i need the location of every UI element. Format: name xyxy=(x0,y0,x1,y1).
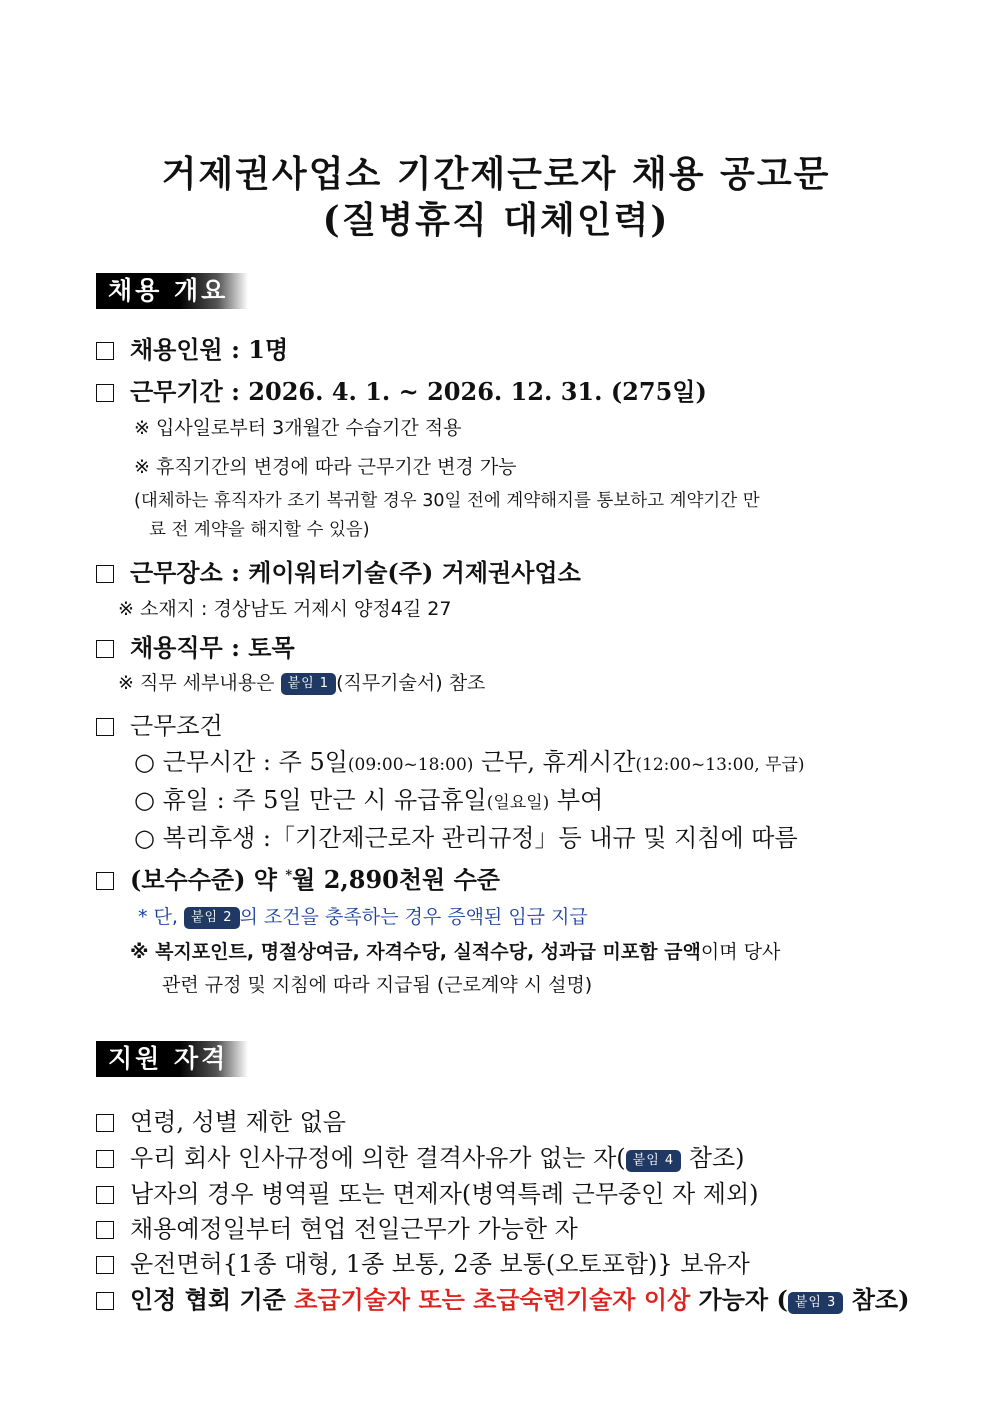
pay-note-2-bold: ※ 복지포인트, 명절상여금, 자격수당, 실적수당, 성과급 미포함 금액 xyxy=(130,941,701,963)
location-text: 근무장소 : 케이워터기술(주) 거제권사업소 xyxy=(130,558,581,587)
checkbox-icon xyxy=(96,640,114,658)
condition-holiday xyxy=(134,780,603,815)
qualification-item xyxy=(96,1174,759,1209)
qualification-item xyxy=(96,1138,745,1173)
headcount-row xyxy=(96,330,288,365)
pay-note-1 xyxy=(138,902,588,929)
checkbox-icon xyxy=(96,718,114,736)
condition-holiday-c: 부여 xyxy=(549,786,604,814)
checkbox-icon xyxy=(96,1256,114,1274)
period-note-1: ※ 입사일로부터 3개월간 수습기간 적용 xyxy=(134,417,462,439)
qualification-item xyxy=(96,1280,909,1315)
qualification-text: 채용예정일부터 현업 전일근무가 가능한 자 xyxy=(130,1215,578,1243)
attachment-badge-2: 붙임 2 xyxy=(184,907,240,929)
checkbox-icon xyxy=(96,565,114,583)
condition-work-hours-c: 근무, 휴게시간 xyxy=(473,748,636,776)
qualification-text: 인정 협회 기준 xyxy=(130,1285,295,1314)
pay-note-2 xyxy=(130,937,780,964)
period-note-2: ※ 휴직기간의 변경에 따라 근무기간 변경 가능 xyxy=(134,456,517,478)
condition-work-hours-a: ○ 근무시간 : 주 5일 xyxy=(134,748,348,776)
period-note-3a: (대체하는 휴직자가 조기 복귀할 경우 30일 전에 계약해지를 통보하고 계약기간 만 xyxy=(134,491,760,511)
period-text: 근무기간 : 2026. 4. 1. ~ 2026. 12. 31. (275일) xyxy=(130,377,707,406)
checkbox-icon xyxy=(96,1292,114,1310)
qualification-text: 참조) xyxy=(843,1285,910,1314)
section-header-overview: 채용 개요 xyxy=(96,273,248,309)
section-header-qualification: 지원 자격 xyxy=(96,1041,248,1077)
condition-holiday-a: ○ 휴일 : 주 5일 만근 시 유급휴일 xyxy=(134,786,487,814)
checkbox-icon xyxy=(96,1186,114,1204)
headcount-text: 채용인원 : 1명 xyxy=(130,335,289,364)
qualification-text: 가능자 ( xyxy=(690,1285,788,1314)
qualification-text: 우리 회사 인사규정에 의한 결격사유가 없는 자( xyxy=(130,1144,626,1172)
checkbox-icon xyxy=(96,1114,114,1132)
job-note-pre: ※ 직무 세부내용은 xyxy=(118,672,275,694)
checkbox-icon xyxy=(96,384,114,402)
checkbox-icon xyxy=(96,342,114,360)
location-note: ※ 소재지 : 경상남도 거제시 양정4길 27 xyxy=(118,598,452,620)
qualification-text: 운전면허{1종 대형, 1종 보통, 2종 보통(오토포함)} 보유자 xyxy=(130,1250,750,1278)
qualification-text: 연령, 성별 제한 없음 xyxy=(130,1108,346,1136)
pay-note-2-rest: 이며 당사 xyxy=(700,941,781,963)
qualification-text: 참조) xyxy=(681,1144,745,1172)
qualification-item xyxy=(96,1102,346,1137)
attachment-badge-4: 붙임 4 xyxy=(626,1150,682,1172)
attachment-badge-3: 붙임 3 xyxy=(788,1292,844,1314)
job-row xyxy=(96,628,295,663)
period-note-3b: 료 전 계약을 해지할 수 있음) xyxy=(149,520,370,540)
qualification-item xyxy=(96,1209,578,1244)
checkbox-icon xyxy=(96,872,114,890)
conditions-text: 근무조건 xyxy=(130,712,223,740)
condition-welfare: ○ 복리후생 :「기간제근로자 관리규정」등 내규 및 지침에 따름 xyxy=(134,824,798,852)
location-row xyxy=(96,553,581,588)
pay-star: * xyxy=(285,868,293,883)
pay-note-post: 의 조건을 충족하는 경우 증액된 임금 지급 xyxy=(239,906,588,928)
job-text: 채용직무 : 토목 xyxy=(130,633,295,662)
condition-work-hours-b: (09:00~18:00) xyxy=(347,755,474,775)
job-note-post: (직무기술서) 참조 xyxy=(336,672,486,694)
job-note xyxy=(118,668,485,695)
pay-note-3: 관련 규정 및 지침에 따라 지급됨 (근로계약 시 설명) xyxy=(162,974,593,996)
condition-holiday-b: (일요일) xyxy=(486,793,550,813)
pay-row xyxy=(96,860,500,895)
qualification-item xyxy=(96,1244,750,1279)
pay-note-pre: * 단, xyxy=(138,906,178,928)
pay-text-a: (보수수준) 약 xyxy=(130,865,286,894)
title-line-1: 거제권사업소 기간제근로자 채용 공고문 xyxy=(161,153,831,195)
pay-text-b: 월 2,890천원 수준 xyxy=(292,865,500,894)
conditions-row xyxy=(96,706,223,741)
attachment-badge-1: 붙임 1 xyxy=(281,673,337,695)
qualification-highlight: 초급기술자 또는 초급숙련기술자 이상 xyxy=(294,1285,691,1314)
qualification-text: 남자의 경우 병역필 또는 면제자(병역특례 근무중인 자 제외) xyxy=(130,1180,759,1208)
checkbox-icon xyxy=(96,1221,114,1239)
checkbox-icon xyxy=(96,1150,114,1168)
condition-work-hours xyxy=(134,742,805,777)
period-row xyxy=(96,372,707,407)
condition-work-hours-d: (12:00~13:00, 무급) xyxy=(635,755,805,775)
title-line-2: (질병휴직 대체인력) xyxy=(322,199,670,241)
